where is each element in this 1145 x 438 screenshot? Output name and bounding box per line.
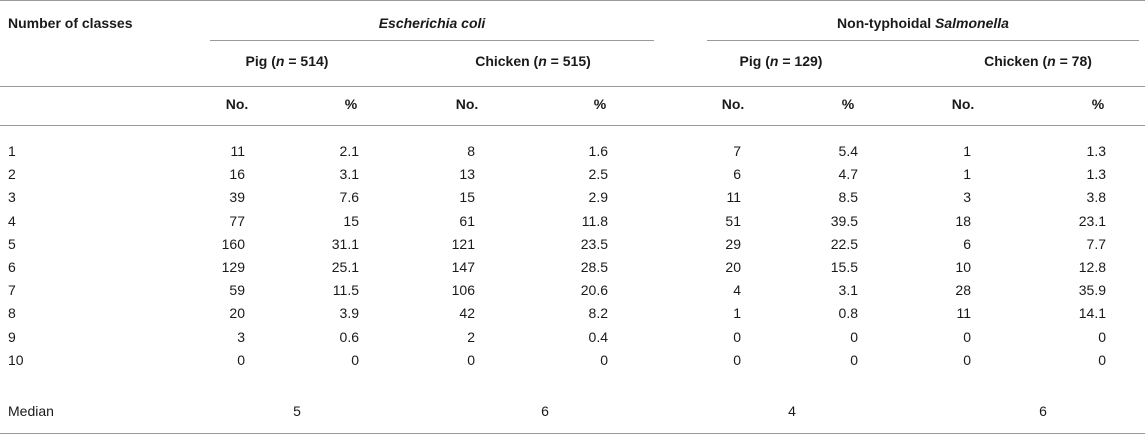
table-cell: 3	[963, 189, 971, 205]
table-cell: 11	[230, 143, 245, 159]
table-cell: 42	[459, 305, 475, 321]
table-cell: 51	[725, 213, 741, 229]
table-cell: 0.6	[339, 329, 359, 345]
col-header-no: No.	[455, 96, 479, 112]
table-cell: 2.9	[588, 189, 608, 205]
table-cell: 1	[733, 305, 741, 321]
col-header-pct: %	[593, 96, 607, 112]
table-cell: 0	[733, 352, 741, 368]
table-cell: 1.3	[1086, 143, 1106, 159]
row-label: 8	[8, 305, 16, 321]
table-cell: 35.9	[1078, 282, 1106, 298]
table-cell: 14.1	[1078, 305, 1106, 321]
table-cell: 7.6	[339, 189, 359, 205]
table-cell: 61	[459, 213, 475, 229]
table-cell: 0	[963, 352, 971, 368]
group-header-ecoli: Escherichia coli	[378, 15, 486, 31]
col-header-pct: %	[841, 96, 855, 112]
table-cell: 31.1	[331, 236, 359, 252]
row-label: 2	[8, 166, 16, 182]
table-cell: 29	[725, 236, 741, 252]
table-cell: 7	[733, 143, 741, 159]
header-rule	[0, 86, 1145, 87]
table-cell: 0	[850, 352, 858, 368]
group-underline-salmonella	[707, 40, 1139, 41]
column-header-rule	[0, 125, 1145, 126]
table-cell: 39	[229, 189, 245, 205]
table-cell: 0	[351, 352, 359, 368]
table-cell: 20	[725, 259, 741, 275]
table-cell: 11	[956, 305, 971, 321]
col-header-pct: %	[1091, 96, 1105, 112]
table-cell: 0.4	[588, 329, 608, 345]
table-cell: 15.5	[830, 259, 858, 275]
table-cell: 3.8	[1086, 189, 1106, 205]
col-header-no: No.	[951, 96, 975, 112]
table-cell: 1	[963, 143, 971, 159]
table-cell: 0	[963, 329, 971, 345]
table-cell: 6	[733, 166, 741, 182]
table-cell: 147	[451, 259, 475, 275]
table-top-border	[0, 0, 1145, 1]
table-cell: 12.8	[1078, 259, 1106, 275]
row-header-title: Number of classes	[8, 15, 133, 31]
table-cell: 0	[733, 329, 741, 345]
table-cell: 16	[229, 166, 245, 182]
table-cell: 3.1	[838, 282, 858, 298]
table-cell: 129	[221, 259, 245, 275]
table-cell: 11	[726, 189, 741, 205]
table-cell: 0	[237, 352, 245, 368]
median-value: 5	[293, 403, 301, 419]
table-cell: 3.1	[339, 166, 359, 182]
table-cell: 39.5	[830, 213, 858, 229]
col-header-no: No.	[225, 96, 249, 112]
median-label: Median	[8, 403, 54, 419]
table-cell: 8.5	[838, 189, 858, 205]
table-cell: 1.3	[1086, 166, 1106, 182]
table-cell: 3	[237, 329, 245, 345]
subgroup-header: Pig (n = 129)	[739, 53, 823, 69]
median-value: 6	[1039, 403, 1047, 419]
group-header-salmonella: Non-typhoidal Salmonella	[837, 15, 1009, 31]
table-cell: 15	[343, 213, 359, 229]
table-cell: 7.7	[1086, 236, 1106, 252]
col-header-pct: %	[344, 96, 358, 112]
median-value: 4	[788, 403, 796, 419]
table-cell: 8	[467, 143, 475, 159]
table-cell: 0	[600, 352, 608, 368]
table-cell: 0	[1098, 329, 1106, 345]
table-cell: 160	[221, 236, 245, 252]
subgroup-header: Chicken (n = 515)	[475, 53, 591, 69]
table-cell: 11.5	[332, 282, 359, 298]
table-cell: 13	[459, 166, 475, 182]
table-cell: 20.6	[580, 282, 608, 298]
table-cell: 4.7	[838, 166, 858, 182]
table-cell: 8.2	[588, 305, 608, 321]
table-cell: 106	[451, 282, 475, 298]
row-label: 6	[8, 259, 16, 275]
table-cell: 0.8	[838, 305, 858, 321]
table-cell: 18	[955, 213, 971, 229]
table-cell: 0	[1098, 352, 1106, 368]
table-cell: 3.9	[339, 305, 359, 321]
table-cell: 121	[451, 236, 475, 252]
table-cell: 22.5	[830, 236, 858, 252]
table-cell: 11.8	[581, 213, 608, 229]
group-underline-ecoli	[210, 40, 654, 41]
table-cell: 28.5	[580, 259, 608, 275]
row-label: 9	[8, 329, 16, 345]
table-cell: 20	[229, 305, 245, 321]
subgroup-header: Chicken (n = 78)	[984, 53, 1092, 69]
table-cell: 77	[229, 213, 245, 229]
subgroup-header: Pig (n = 514)	[245, 53, 329, 69]
table-cell: 2	[467, 329, 475, 345]
table-cell: 28	[955, 282, 971, 298]
table-cell: 15	[459, 189, 475, 205]
row-label: 10	[8, 352, 24, 368]
table-cell: 23.1	[1078, 213, 1106, 229]
table-cell: 6	[963, 236, 971, 252]
col-header-no: No.	[721, 96, 745, 112]
table-cell: 0	[467, 352, 475, 368]
median-value: 6	[541, 403, 549, 419]
table-cell: 10	[955, 259, 971, 275]
table-cell: 25.1	[331, 259, 359, 275]
table-cell: 59	[229, 282, 245, 298]
row-label: 3	[8, 189, 16, 205]
table-cell: 0	[850, 329, 858, 345]
row-label: 4	[8, 213, 16, 229]
table-cell: 1	[963, 166, 971, 182]
table-bottom-border	[0, 433, 1145, 434]
table-cell: 2.5	[588, 166, 608, 182]
table-cell: 4	[733, 282, 741, 298]
row-label: 5	[8, 236, 16, 252]
table-cell: 2.1	[339, 143, 359, 159]
row-label: 1	[8, 143, 16, 159]
row-label: 7	[8, 282, 16, 298]
table-cell: 1.6	[588, 143, 608, 159]
table-cell: 23.5	[580, 236, 608, 252]
table-cell: 5.4	[838, 143, 858, 159]
